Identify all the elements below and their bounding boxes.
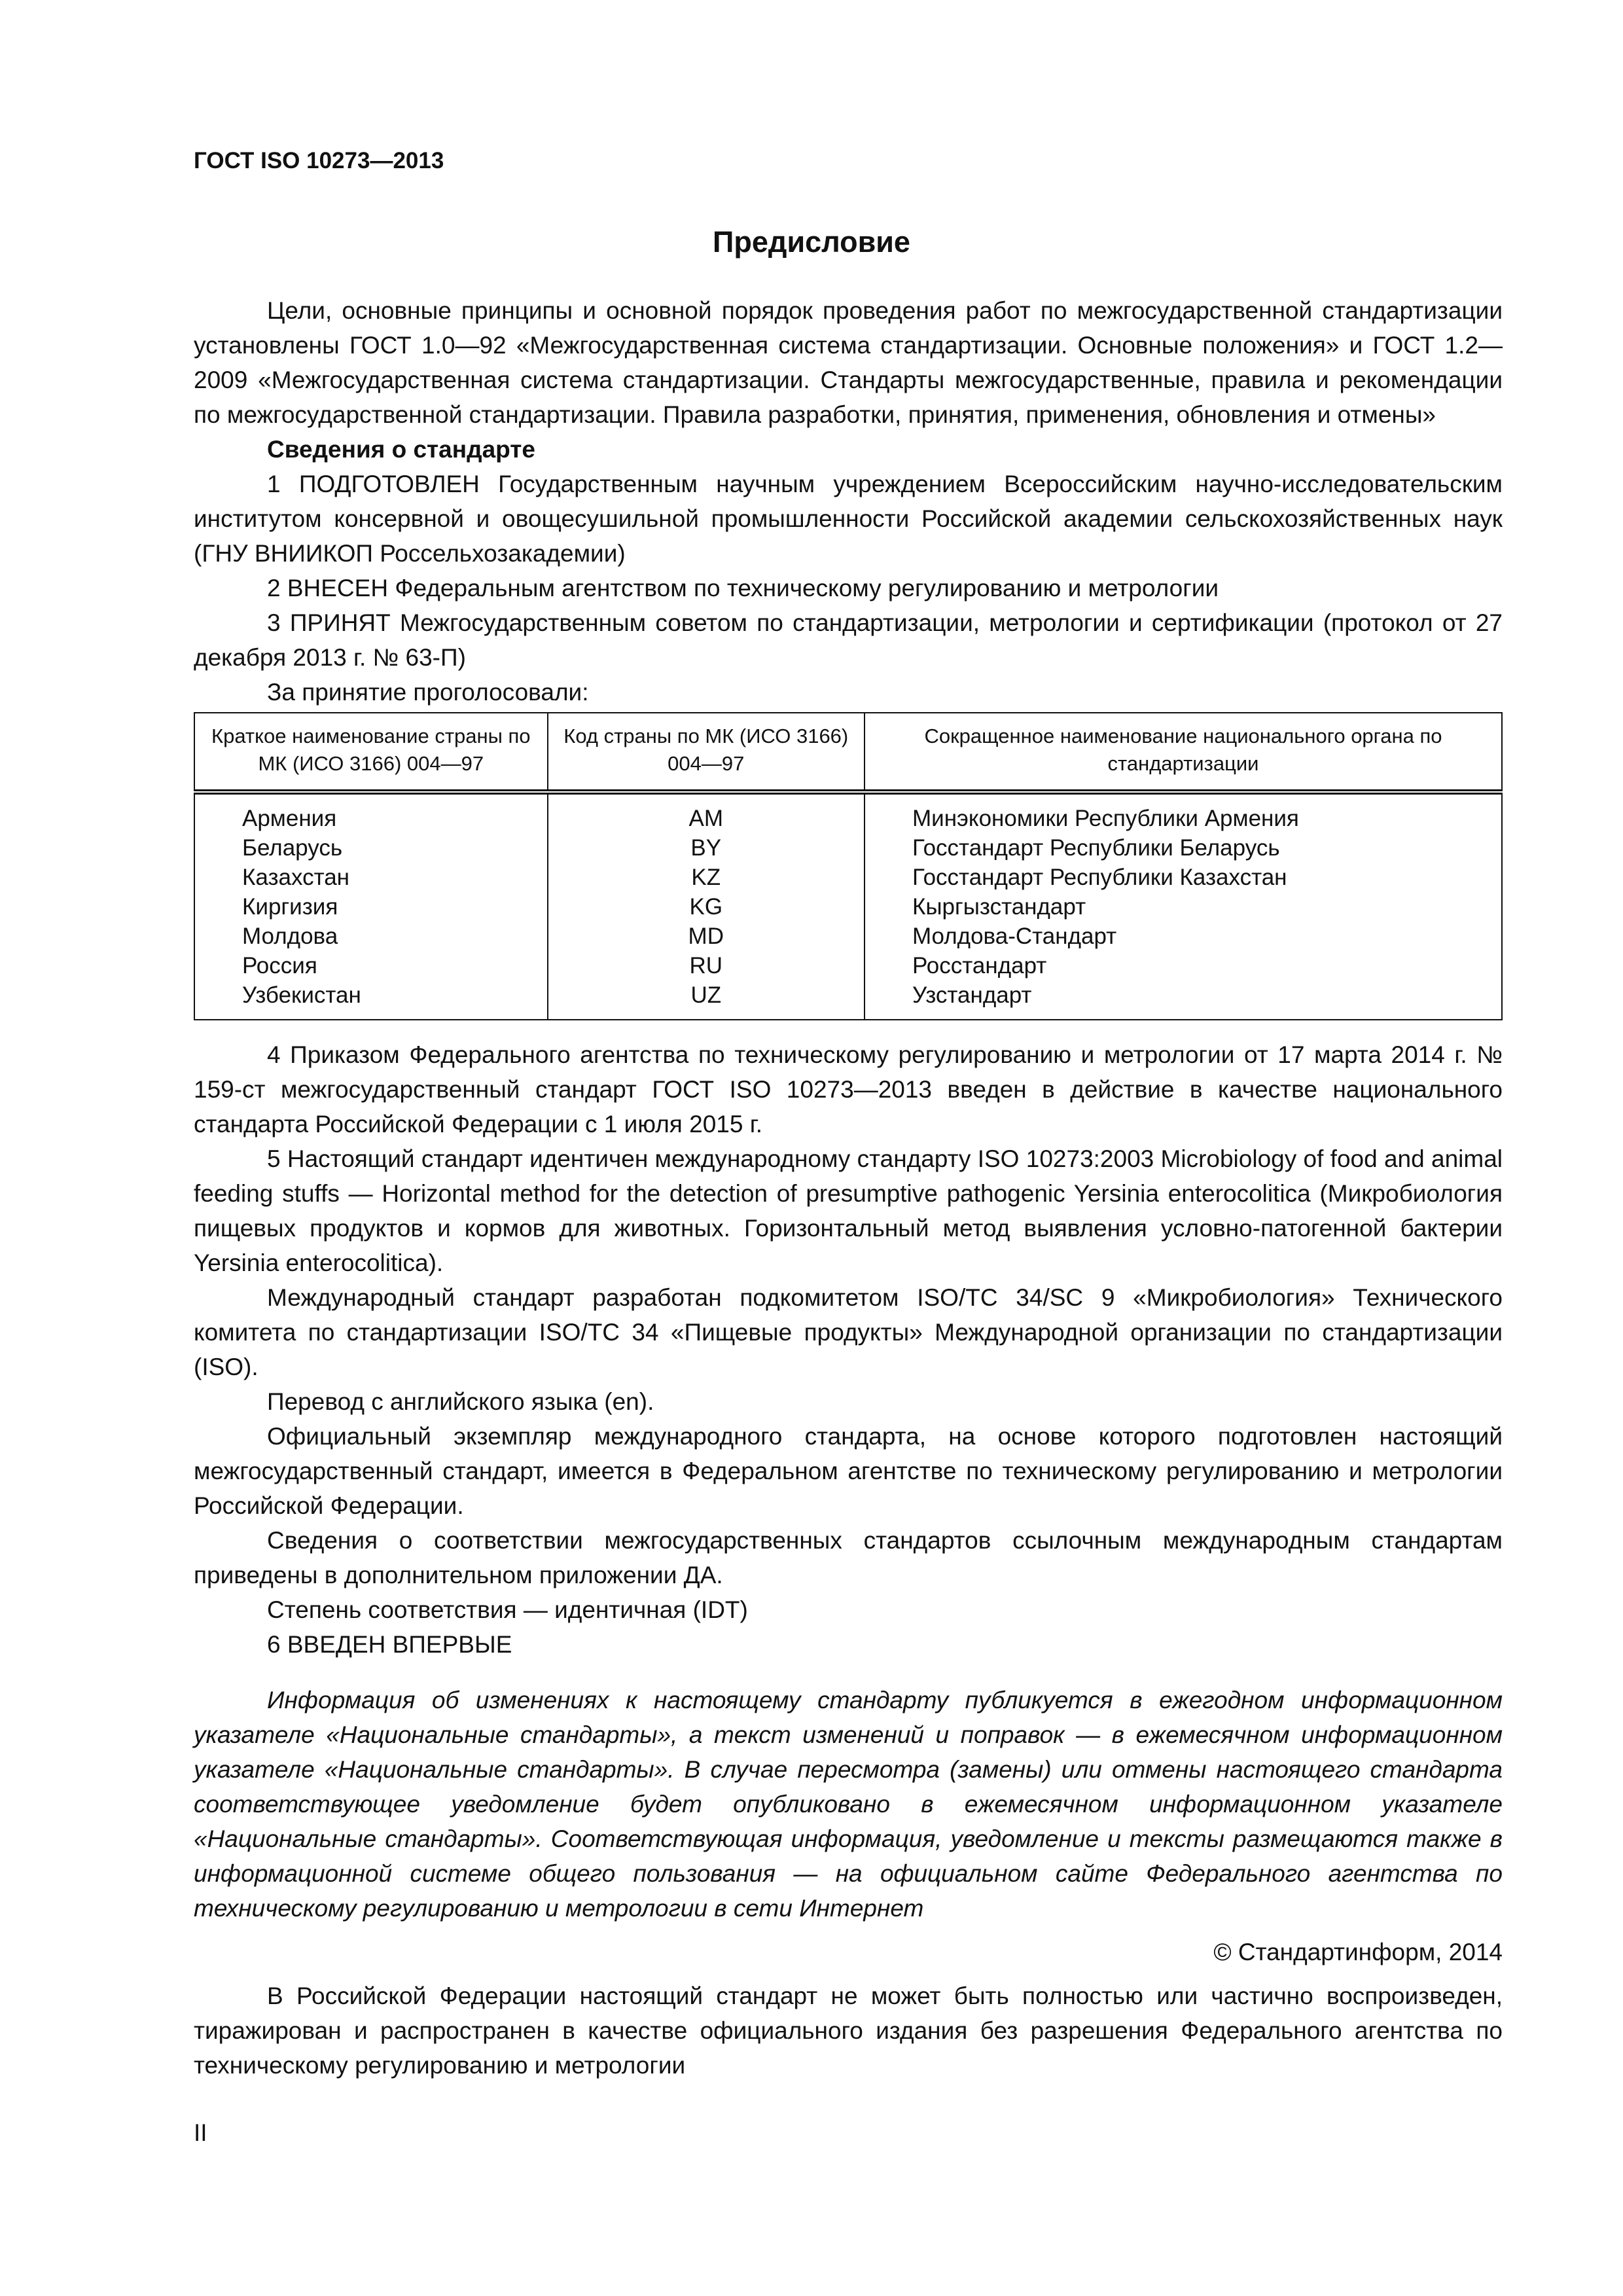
header-country-code: Код страны по МК (ИСО 3166) 004—97 — [548, 713, 865, 792]
country-code: RU — [548, 951, 865, 980]
table-row — [194, 980, 1502, 1020]
country-code: UZ — [548, 980, 865, 1020]
national-body: Госстандарт Республики Беларусь — [865, 833, 1502, 863]
country-name: Узбекистан — [194, 980, 548, 1020]
national-body: Кыргызстандарт — [865, 892, 1502, 922]
info-heading: Сведения о стандарте — [267, 436, 535, 463]
document-code-header: ГОСТ ISO 10273—2013 — [194, 148, 444, 173]
table-row — [194, 951, 1502, 980]
national-body: Минэкономики Республики Армения — [865, 792, 1502, 833]
header-country-name: Краткое наименование страны по МК (ИСО 3166) 004—97 — [194, 713, 548, 792]
table-row — [194, 792, 1502, 833]
country-name: Казахстан — [194, 863, 548, 892]
item-5-official-copy: Официальный экземпляр международного стандарта, на основе которого подготовлен настоящий межгосударственный стандарт, имеется в Федеральном агентстве по техническому регулированию и метрологии Российской Федерации. — [194, 1423, 1503, 1519]
copyright-line: © Стандартинформ, 2014 — [1213, 1939, 1503, 1965]
rights-notice: В Российской Федерации настоящий стандарт не может быть полностью или частично воспроизведен, тиражирован и распространен в качестве официального издания без разрешения Федерального агентства по техническому регулированию и метрологии — [194, 1982, 1503, 2079]
national-body: Госстандарт Республики Казахстан — [865, 863, 1502, 892]
item-2: 2 ВНЕСЕН Федеральным агентством по техническому регулированию и метрологии — [267, 575, 1219, 601]
country-code: KG — [548, 892, 865, 922]
country-code: KZ — [548, 863, 865, 892]
country-code: BY — [548, 833, 865, 863]
national-body: Молдова-Стандарт — [865, 922, 1502, 951]
vote-intro: За принятие проголосовали: — [267, 679, 589, 706]
item-6: 6 ВВЕДЕН ВПЕРВЫЕ — [267, 1631, 512, 1658]
item-5-translation: Перевод с английского языка (en). — [267, 1388, 654, 1415]
table-row — [194, 892, 1502, 922]
header-national-body: Сокращенное наименование национального органа по стандартизации — [865, 713, 1502, 792]
country-name: Армения — [194, 792, 548, 833]
table-row — [194, 863, 1502, 892]
country-code: AM — [548, 792, 865, 833]
item-1: 1 ПОДГОТОВЛЕН Государственным научным учреждением Всероссийским научно-исследовательским институтом консервной и овощесушильной промышленности Российской академии сельскохозяйственных наук (ГНУ ВНИИКОП Россельхозакадемии) — [194, 471, 1503, 567]
country-name: Россия — [194, 951, 548, 980]
item-4: 4 Приказом Федерального агентства по техническому регулированию и метрологии от 17 марта 2014 г. № 159-ст межгосударственный стандарт ГОСТ ISO 10273—2013 введен в действие в качестве национального стандарта Российской Федерации с 1 июля 2015 г. — [194, 1041, 1503, 1138]
page-number: II — [194, 2119, 207, 2146]
table-row — [194, 922, 1502, 951]
country-name: Киргизия — [194, 892, 548, 922]
country-name: Беларусь — [194, 833, 548, 863]
country-code: MD — [548, 922, 865, 951]
item-5: 5 Настоящий стандарт идентичен международному стандарту ISO 10273:2003 Microbiology of food and animal feeding stuffs — Horizontal method for the detection of presumptive pathogenic Yersinia enterocolitica (Микробиология пищевых продуктов и кормов для животных. Горизонтальный метод выявления условно-патогенной бактерии Yersinia enterocolitica). — [194, 1145, 1503, 1276]
item-3: 3 ПРИНЯТ Межгосударственным советом по стандартизации, метрологии и сертификации (протокол от 27 декабря 2013 г. № 63-П) — [194, 609, 1503, 671]
vote-table — [194, 712, 1503, 1020]
table-row — [194, 833, 1502, 863]
intro-paragraph: Цели, основные принципы и основной порядок проведения работ по межгосударственной стандартизации установлены ГОСТ 1.0—92 «Межгосударственная система стандартизации. Основные положения» и ГОСТ 1.2—2009 «Межгосударственная система стандартизации. Стандарты межгосударственные, правила и рекомендации по межгосударственной стандартизации. Правила разработки, принятия, применения, обновления и отмены» — [194, 297, 1503, 428]
national-body: Росстандарт — [865, 951, 1502, 980]
item-5-correspondence: Сведения о соответствии межгосударственных стандартов ссылочным международным стандартам приведены в дополнительном приложении ДА. — [194, 1527, 1503, 1588]
page-title: Предисловие — [713, 225, 910, 259]
body-text — [194, 293, 1503, 2083]
national-body: Узстандарт — [865, 980, 1502, 1020]
table-header-row — [194, 713, 1502, 792]
item-5-degree: Степень соответствия — идентичная (IDT) — [267, 1596, 748, 1623]
changes-notice: Информация об изменениях к настоящему стандарту публикуется в ежегодном информационном указателе «Национальные стандарты», а текст изменений и поправок — в ежемесячном информационном указателе «Национальные стандарты». В случае пересмотра (замены) или отмены настоящего стандарта соответствующее уведомление будет опубликовано в ежемесячном информационном указателе «Национальные стандарты». Соответствующая информация, уведомление и тексты размещаются также в информационной системе общего пользования — на официальном сайте Федерального агентства по техническому регулированию и метрологии в сети Интернет — [194, 1687, 1503, 1922]
country-name: Молдова — [194, 922, 548, 951]
item-5-developer: Международный стандарт разработан подкомитетом ISO/TC 34/SC 9 «Микробиология» Технического комитета по стандартизации ISO/TC 34 «Пищевые продукты» Международной организации по стандартизации (ISO). — [194, 1284, 1503, 1380]
